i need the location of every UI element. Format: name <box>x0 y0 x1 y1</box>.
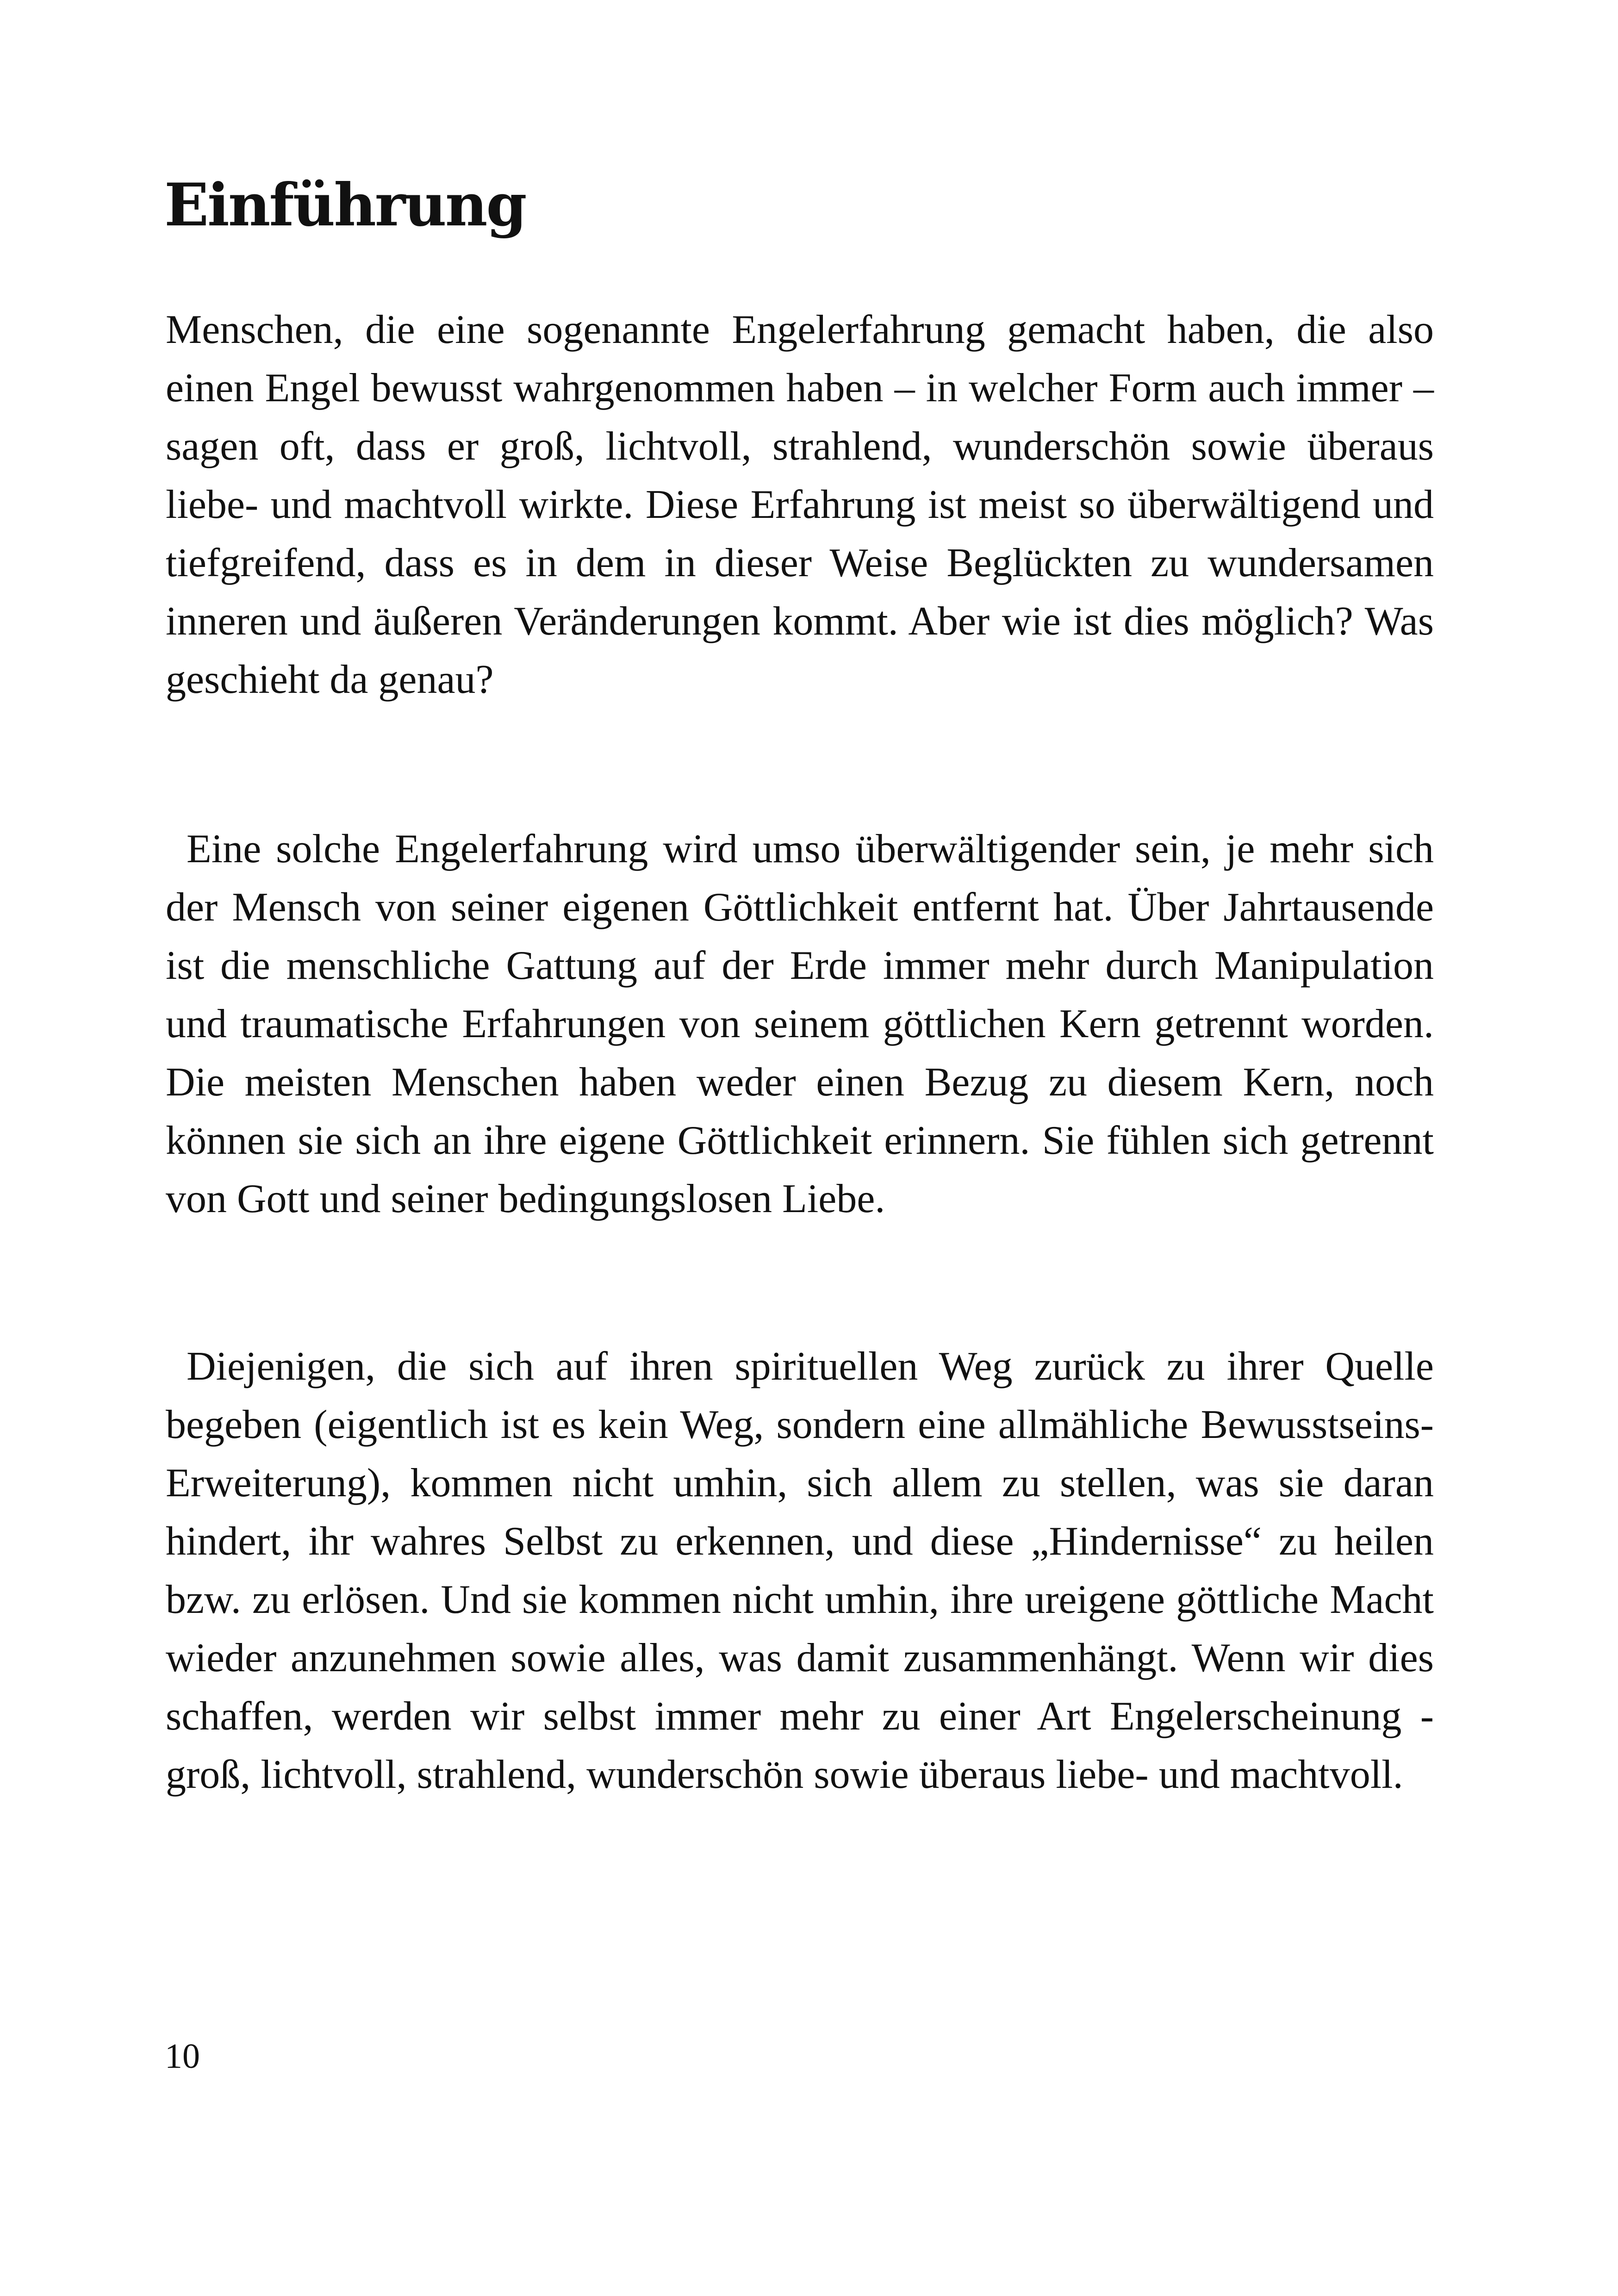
body-paragraph-3: Diejenigen, die sich auf ihren spirituellen Weg zurück zu ihrer Quelle begeben (eigentlich ist es kein Weg, sondern eine allmähliche Bewusstseins-Erweiterung), kommen nicht umhin, sich allem zu stellen, was sie daran hindert, ihr wahres Selbst zu erkennen, und diese „Hindernisse“ zu heilen bzw. zu erlösen. Und sie kommen nicht umhin, ihre ureigene göttliche Macht wieder anzunehmen sowie alles, was damit zusammenhängt. Wenn wir dies schaffen, werden wir selbst immer mehr zu einer Art Engelerscheinung - groß, lichtvoll, strahlend, wunderschön sowie überaus liebe- und machtvoll. <box>166 1344 1434 1797</box>
chapter-heading: Einführung <box>164 171 526 239</box>
page-number: 10 <box>165 2037 200 2076</box>
body-paragraph-1: Menschen, die eine sogenannte Engelerfahrung gemacht haben, die also einen Engel bewusst wahrgenommen haben – in welcher Form auch immer – sagen oft, dass er groß, lichtvoll, strahlend, wunderschön sowie überaus liebe- und machtvoll wirkte. Diese Erfahrung ist meist so überwältigend und tiefgreifend, dass es in dem in dieser Weise Beglückten zu wundersamen inneren und äußeren Veränderungen kommt. Aber wie ist dies möglich? Was geschieht da genau? <box>166 307 1434 702</box>
body-paragraph-2: Eine solche Engelerfahrung wird umso überwältigender sein, je mehr sich der Mensch von seiner eigenen Göttlichkeit entfernt hat. Über Jahrtausende ist die menschliche Gattung auf der Erde immer mehr durch Manipulation und traumatische Erfahrungen von seinem göttlichen Kern getrennt worden. Die meisten Menschen haben weder einen Bezug zu diesem Kern, noch können sie sich an ihre eigene Göttlichkeit erinnern. Sie fühlen sich getrennt von Gott und seiner bedingungslosen Liebe. <box>166 827 1434 1221</box>
